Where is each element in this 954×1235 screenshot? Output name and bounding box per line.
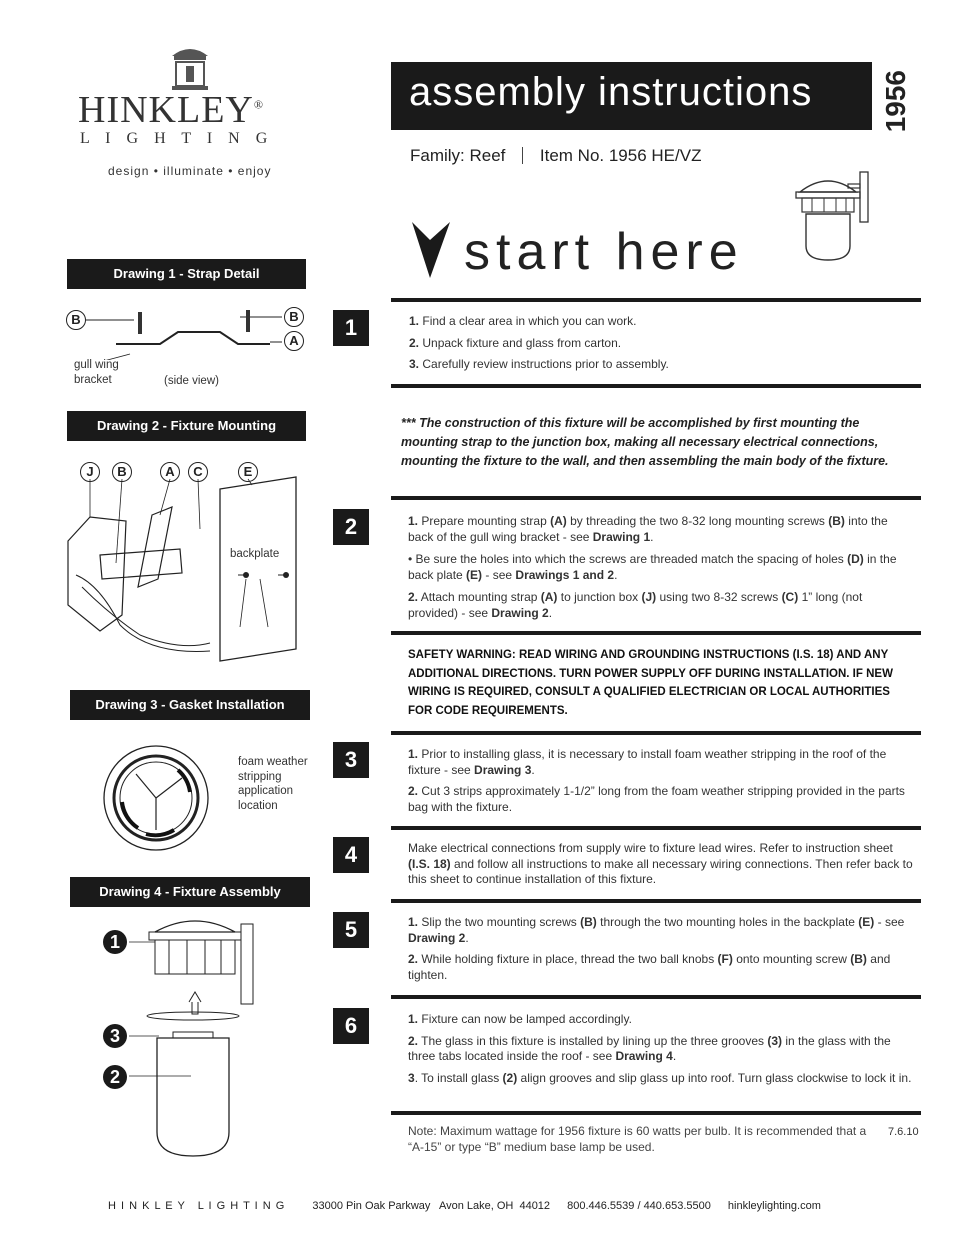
title-banner [391, 62, 872, 130]
step-1-number: 1 [333, 310, 369, 346]
item-label: Item No. 1956 HE/VZ [539, 146, 702, 165]
label-b: B [112, 462, 132, 482]
step-5-text: 1. Slip the two mounting screws (B) through the two mounting holes in the backplate (E) - see Drawing 2. 2. While holding fixture in place, thread the two ball knobs (F) onto mounting screw (B) and tighten. [408, 915, 905, 982]
rule-6 [391, 826, 921, 830]
drawing-4 [95, 910, 295, 1160]
step-2-number: 2 [333, 509, 369, 545]
strap-drawing [60, 300, 320, 360]
label-a: A [284, 331, 304, 351]
safety-warning: SAFETY WARNING: READ WIRING AND GROUNDING INSTRUCTIONS (I.S. 18) AND ANY ADDITIONAL DIRECTIONS. TURN POWER SUPPLY OFF DURING INSTALLATION. IF NEW WIRING IS REQUIRED, CONSULT A QUALIFIED ELECTRICIAN OR LOCAL AUTHORITIES FOR CODE REQUIREMENTS. [408, 649, 893, 718]
label-e: E [238, 462, 258, 482]
drawing-1-title: Drawing 1 - Strap Detail [67, 259, 306, 289]
footer-website[interactable]: hinkleylighting.com [727, 1200, 821, 1212]
callout-1: 1 [103, 930, 127, 954]
rule-9 [391, 1111, 921, 1115]
step-1-text: 1. Find a clear area in which you can work. 2. Unpack fixture and glass from carton. 3. Carefully review instructions prior to assembly. [409, 314, 669, 371]
label-a: A [160, 462, 180, 482]
callout-3: 3 [103, 1024, 127, 1048]
label-b-right: B [284, 307, 304, 327]
step-5-number: 5 [333, 912, 369, 948]
mounting-drawing [60, 455, 320, 675]
intro-note: *** The construction of this fixture will be accomplished by first mounting the mounting strap to the junction box, making all necessary electrical connections, mounting the fixture to the wall, and then assembling the main body of the fixture. [401, 416, 889, 468]
side-view-caption: (side view) [164, 375, 219, 387]
label-j: J [80, 462, 100, 482]
step-3-number: 3 [333, 742, 369, 778]
drawing-3 [60, 740, 330, 860]
step-4-number: 4 [333, 837, 369, 873]
wattage-note: Note: Maximum wattage for 1956 fixture is 60 watts per bulb. It is recommended that a “A-15” or type “B” medium base lamp be used. [408, 1124, 867, 1154]
drawing-2-title: Drawing 2 - Fixture Mounting [67, 411, 306, 441]
revision-date: 7.6.10 [888, 1126, 919, 1138]
drawing-2 [60, 455, 320, 675]
rule-2 [391, 384, 921, 388]
footer-brand: H I N K L E Y L I G H T I N G [108, 1200, 286, 1212]
label-c: C [188, 462, 208, 482]
lantern-logo-icon [162, 42, 218, 92]
step-4-text: Make electrical connections from supply wire to fixture lead wires. Refer to instruction sheet (I.S. 18) and follow all instructions to make all necessary wiring connections. Then refer back to this sheet to continue installation of this fixture. [408, 841, 913, 886]
step-3-text: 1. Prior to installing glass, it is necessary to install foam weather stripping in the roof of the fixture - see Drawing 3. 2. Cut 3 strips approximately 1-1/2” long from the foam weather stripping provided in the parts bag with the fixture. [408, 747, 905, 814]
rule-5 [391, 731, 921, 735]
logo [70, 42, 310, 182]
separator [522, 147, 523, 164]
footer-address: 33000 Pin Oak Parkway Avon Lake, OH 44012 [312, 1200, 551, 1212]
family-label: Family: Reef [410, 146, 506, 165]
drawing-1 [60, 300, 320, 395]
fixture-illustration-icon [790, 168, 880, 264]
footer [108, 1200, 908, 1212]
logo-tagline: design • illuminate • enjoy [108, 164, 272, 178]
drawing-4-title: Drawing 4 - Fixture Assembly [70, 877, 310, 907]
step-2-text: 1. Prepare mounting strap (A) by threading the two 8-32 long mounting screws (B) into the back of the gull wing bracket - see Drawing 1. • Be sure the holes into which the screws are threaded match the spacing of holes (D) in the back plate (E) - see Drawings 1 and 2. 2. Attach mounting strap (A) to junction box (J) using two 8-32 screws (C) 1” long (not provided) - see Drawing 2. [408, 514, 897, 620]
start-here: start here [464, 223, 744, 281]
label-b-left: B [66, 310, 86, 330]
rule-8 [391, 995, 921, 999]
drawing-3-title: Drawing 3 - Gasket Installation [70, 690, 310, 720]
logo-sub: L I G H T I N G [80, 130, 274, 147]
step-6-number: 6 [333, 1008, 369, 1044]
family-line [410, 146, 701, 166]
footer-phone: 800.446.5539 / 440.653.5500 [567, 1200, 711, 1212]
gull-wing-caption: gull wing bracket [74, 359, 119, 386]
rule-3 [391, 496, 921, 500]
rule-1 [391, 298, 921, 302]
logo-brand: HINKLEY® [78, 89, 264, 131]
page-title: assembly instructions [409, 70, 813, 114]
gasket-caption: foam weather stripping application location [238, 756, 308, 812]
rule-7 [391, 899, 921, 903]
step-6-text: 1. Fixture can now be lamped accordingly. 2. The glass in this fixture is installed by lining up the three grooves (3) in the glass with the three tabs located inside the roof - see Drawing 4. 3. To install glass (2) align grooves and slip glass up into roof. Turn glass clockwise to lock it in. [408, 1012, 912, 1085]
item-number-vertical: 1956 [880, 70, 911, 133]
backplate-label: backplate [230, 548, 280, 560]
rule-4 [391, 631, 921, 635]
gasket-drawing [96, 744, 216, 854]
assembly-drawing [95, 910, 295, 1160]
arrow-down-icon [412, 222, 452, 278]
callout-2: 2 [103, 1065, 127, 1089]
